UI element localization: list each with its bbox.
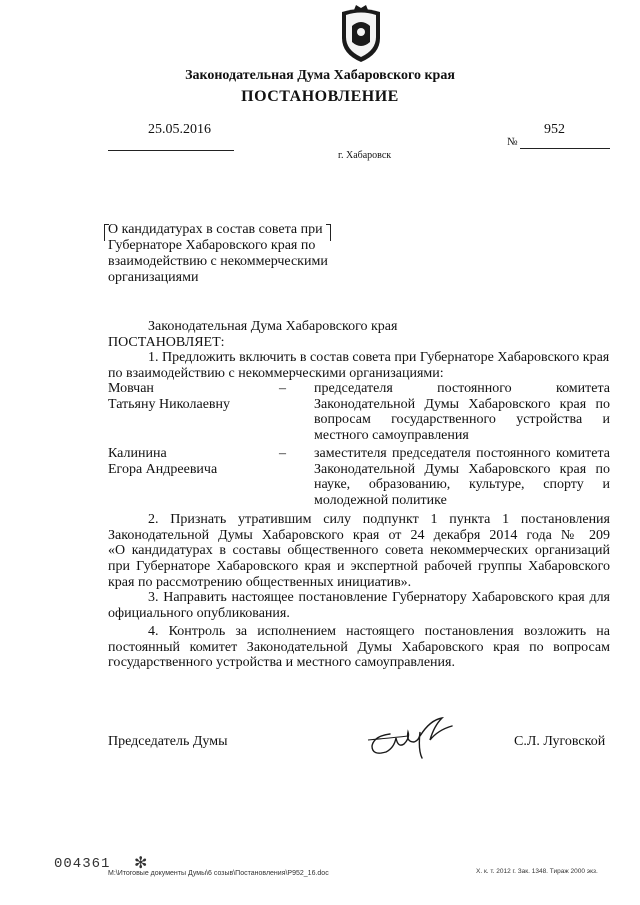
- role-line: Законодательной Думы Хабаровского края по: [314, 396, 610, 412]
- item-4-line: постоянный комитет Законодательной Думы Хабаровского края по вопросам: [108, 640, 610, 655]
- item-1-line: 1. Предложить включить в состав совета при Губернаторе Хабаровского края: [148, 350, 610, 365]
- number-sign: №: [507, 136, 518, 148]
- member-name: Татьяну Николаевну: [108, 397, 231, 412]
- member-surname: Мовчан: [108, 381, 154, 396]
- organization-title: Законодательная Дума Хабаровского края: [185, 68, 455, 83]
- item-4-line: государственного устройства и местного самоуправления.: [108, 655, 455, 670]
- item-2-line: края по рассмотрению общественных инициатив».: [108, 575, 412, 590]
- member-dash: –: [279, 381, 286, 396]
- document-number: 952: [544, 122, 565, 137]
- member-dash: –: [279, 446, 286, 461]
- document-type: ПОСТАНОВЛЕНИЕ: [241, 88, 399, 105]
- coat-of-arms-emblem: [336, 4, 386, 64]
- stamp-number: 004361: [54, 856, 111, 872]
- member-surname: Калинина: [108, 446, 167, 461]
- date-underline: [108, 150, 234, 151]
- subject-line: О кандидатурах в состав совета при: [108, 222, 323, 237]
- document-subject: [108, 222, 334, 286]
- city: г. Хабаровск: [338, 150, 392, 161]
- subject-line: Губернаторе Хабаровского края по: [108, 238, 316, 253]
- member-role: [314, 381, 610, 443]
- item-3-line: официального опубликования.: [108, 606, 290, 621]
- item-4-line: 4. Контроль за исполнением настоящего постановления возложить на: [148, 624, 610, 639]
- role-line: председателя постоянного комитета: [314, 381, 610, 396]
- item-1-line: по взаимодействию с некоммерческими организациями:: [108, 366, 444, 381]
- signatory-position: Председатель Думы: [108, 734, 228, 749]
- signer-name: С.Л. Луговской: [514, 734, 606, 749]
- role-line: Законодательной Думы Хабаровского края по: [314, 461, 610, 477]
- handwritten-signature: [360, 714, 460, 762]
- role-line: вопросам государственного устройства и: [314, 412, 610, 427]
- role-line: заместителя председателя постоянного комитета: [314, 446, 610, 461]
- item-2-line: при Губернаторе Хабаровского края и экспертной рабочей группы Хабаровского: [108, 559, 610, 574]
- member-role: [314, 446, 610, 508]
- role-line: местного самоуправления: [314, 427, 469, 443]
- preamble-resolves: ПОСТАНОВЛЯЕТ:: [108, 335, 225, 350]
- number-underline: [520, 148, 610, 149]
- item-3-line: 3. Направить настоящее постановление Губернатору Хабаровского края для: [148, 590, 610, 605]
- preamble-line: Законодательная Дума Хабаровского края: [148, 319, 398, 334]
- item-2-line: «О кандидатурах в составы общественного совета некоммерческих организаций: [108, 543, 610, 558]
- asterisk-icon: ✻: [134, 855, 148, 872]
- document-date: 25.05.2016: [148, 122, 211, 137]
- item-2-line: 2. Признать утратившим силу подпункт 1 пункта 1 постановления: [148, 512, 610, 527]
- role-line: молодежной политике: [314, 492, 447, 508]
- role-line: науке, образованию, культуре, спорту и: [314, 477, 610, 492]
- subject-line: организациями: [108, 270, 199, 285]
- item-2-line: Законодательной Думы Хабаровского края от 24 декабря 2014 года № 209: [108, 528, 610, 543]
- member-name: Егора Андреевича: [108, 462, 218, 477]
- subject-line: взаимодействию с некоммерческими: [108, 254, 328, 269]
- print-info: Х. к. т. 2012 г. Зак. 1348. Тираж 2000 экз.: [476, 868, 598, 875]
- file-path: М:\Итоговые документы Думы\6 созыв\Постановления\Р952_16.doc: [108, 870, 329, 877]
